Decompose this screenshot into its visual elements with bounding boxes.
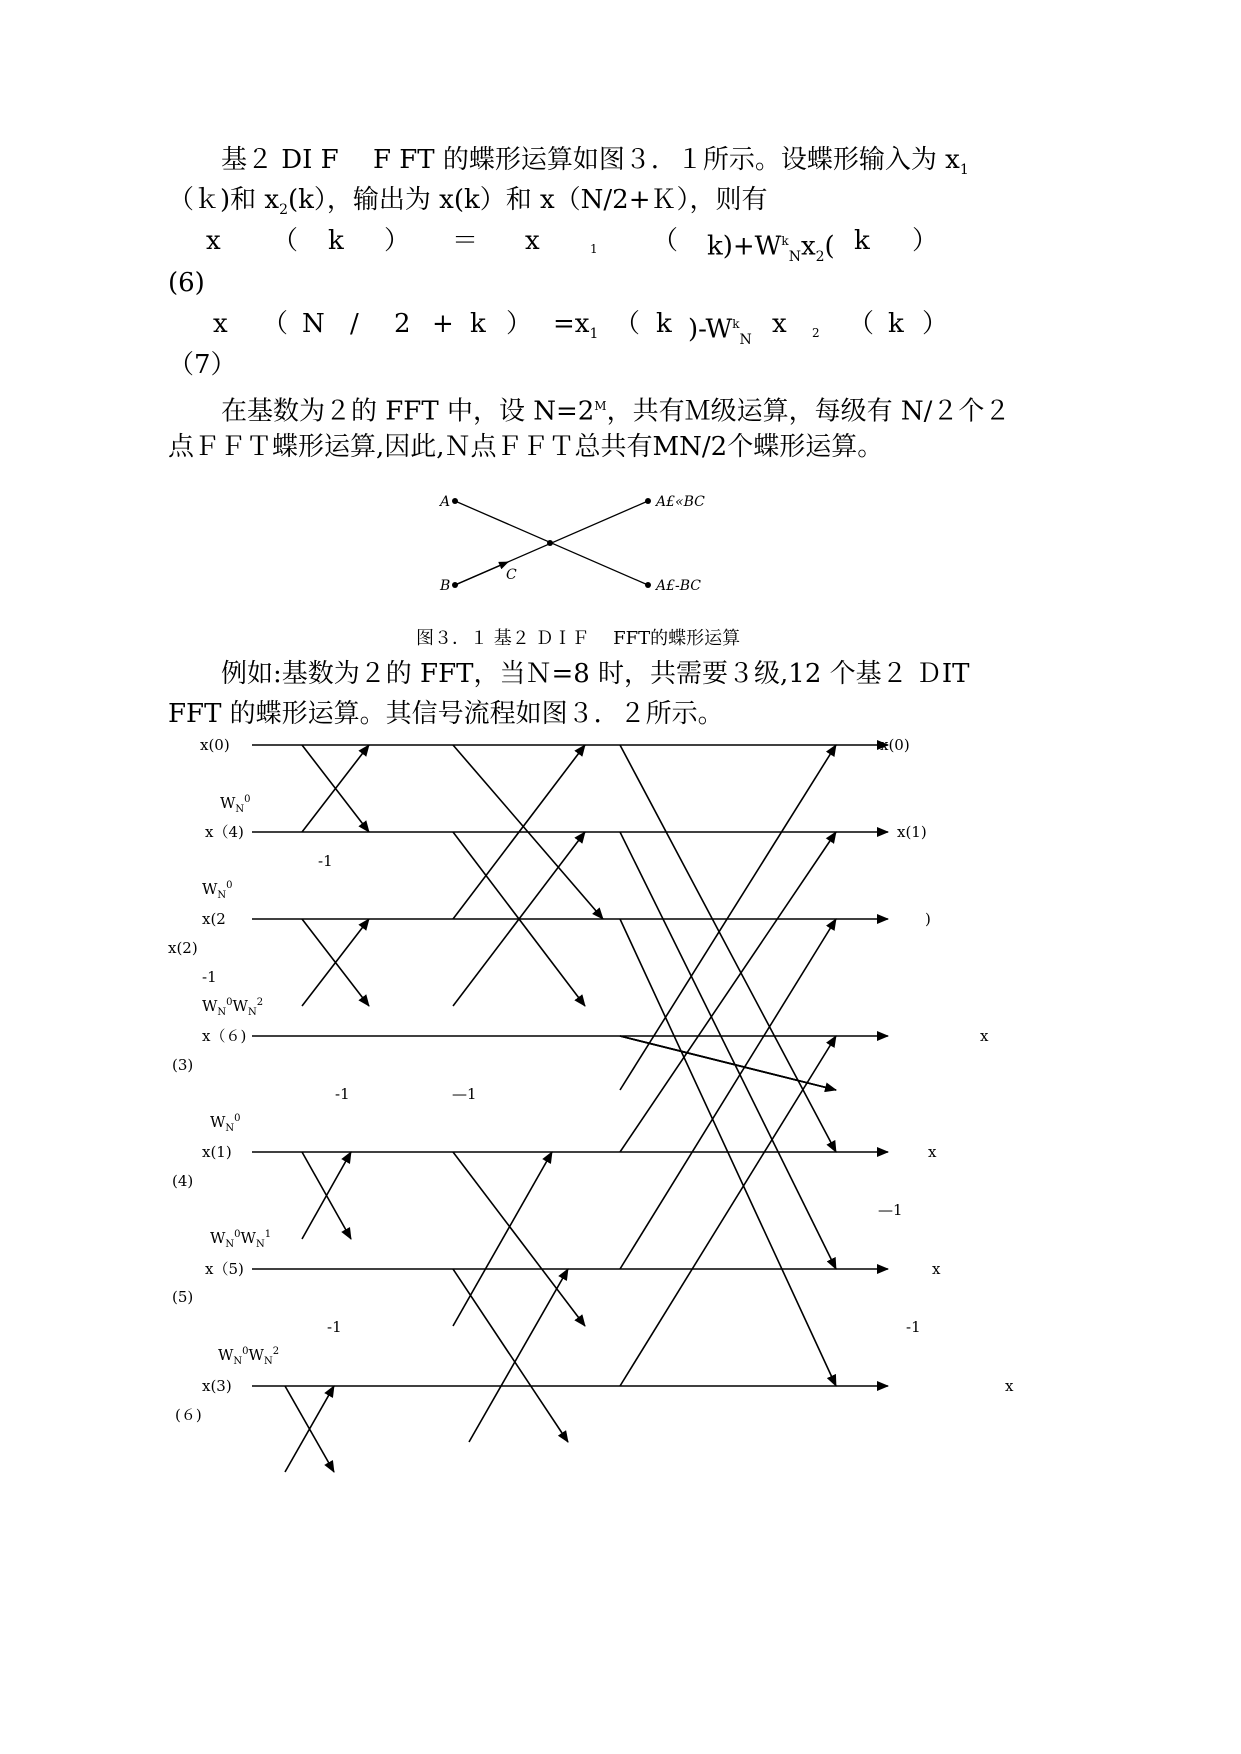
twiddle-label-6: $W_N^0W_N^2$ <box>218 1346 280 1367</box>
para3-line1: 例如:基数为２的 FFT，当Ｎ=8 时，共需要３级,12 个基２ ＤIT <box>221 659 970 689</box>
output-label-6: x <box>1005 1377 1014 1395</box>
s2-line <box>469 1269 568 1442</box>
equation-number-7: （7） <box>168 350 237 380</box>
minus-one-5: -1 <box>327 1318 342 1336</box>
label-out-bottom: A£-BC <box>656 578 702 594</box>
input-index-3: (3) <box>172 1056 194 1074</box>
output-label-3: x <box>980 1027 989 1045</box>
equation-number-6: (6) <box>168 268 205 298</box>
input-label-3: x（６) <box>202 1027 247 1045</box>
para2-line2: 点ＦＦＴ蝶形运算,因此,Ｎ点ＦＦＴ总共有MN/2个蝶形运算。 <box>168 432 884 462</box>
output-label-4: x <box>928 1143 937 1161</box>
input-index-2: x(2) <box>168 939 198 957</box>
label-a: A <box>440 494 451 510</box>
s3-line <box>620 745 836 1090</box>
s3-line <box>620 1036 836 1386</box>
label-out-top: A£«BC <box>656 494 705 510</box>
para1-line1: 基２ DI F F FT 的蝶形运算如图３．１所示。设蝶形输入为 $x_1$ <box>221 145 969 179</box>
s3-line <box>620 832 836 1152</box>
label-b: B <box>440 578 451 594</box>
input-label-5: x（5) <box>205 1260 244 1278</box>
input-index-4: (4) <box>172 1172 194 1190</box>
input-label-1: x（4) <box>205 823 244 841</box>
output-minus-one-5: -1 <box>906 1318 921 1336</box>
minus-one-2: -1 <box>202 968 217 986</box>
minus-one-3b: —1 <box>452 1085 477 1103</box>
twiddle-label-3: $W_N^0W_N^2$ <box>202 997 264 1018</box>
para3-line2: FFT 的蝶形运算。其信号流程如图３．２所示。 <box>168 699 724 729</box>
input-label-0: x(0) <box>200 736 230 754</box>
figure-3-1-caption: 图３．１ 基２ ＤＩＦ FFT的蝶形运算 <box>416 628 741 649</box>
input-label-6: x(3) <box>202 1377 232 1395</box>
twiddle-label-1: $W_N^0$ <box>220 794 251 815</box>
minus-one-1: -1 <box>318 852 333 870</box>
s3-line <box>620 919 836 1269</box>
input-label-2: x(2 <box>202 910 226 928</box>
input-index-6: (６) <box>175 1406 202 1424</box>
twiddle-label-2: $W_N^0$ <box>202 880 233 901</box>
output-label-2: ) <box>925 910 931 928</box>
input-index-5: (5) <box>172 1288 194 1306</box>
s2-line <box>453 1152 552 1326</box>
s3-line <box>620 832 836 1269</box>
twiddle-label-5: $W_N^0W_N^1$ <box>210 1229 272 1250</box>
minus-one-3a: -1 <box>335 1085 350 1103</box>
input-label-4: x(1) <box>202 1143 232 1161</box>
twiddle-label-4: $W_N^0$ <box>210 1113 241 1134</box>
output-label-0: x(0) <box>880 736 910 754</box>
output-label-5: x <box>932 1260 941 1278</box>
label-c: C <box>506 567 517 583</box>
s3-line <box>620 1036 836 1090</box>
output-minus-one-4: —1 <box>878 1201 903 1219</box>
para2-line1: 在基数为２的 FFT 中，设 $N=2^M$，共有Ｍ级运算，每级有 N/２个２ <box>221 396 1011 427</box>
output-label-1: x(1) <box>897 823 927 841</box>
para1-line2: （ｋ)和 $x_2(k)$，输出为 x(k）和 x（N/2+Ｋ），则有 <box>168 185 768 219</box>
s3-line <box>620 745 836 1152</box>
